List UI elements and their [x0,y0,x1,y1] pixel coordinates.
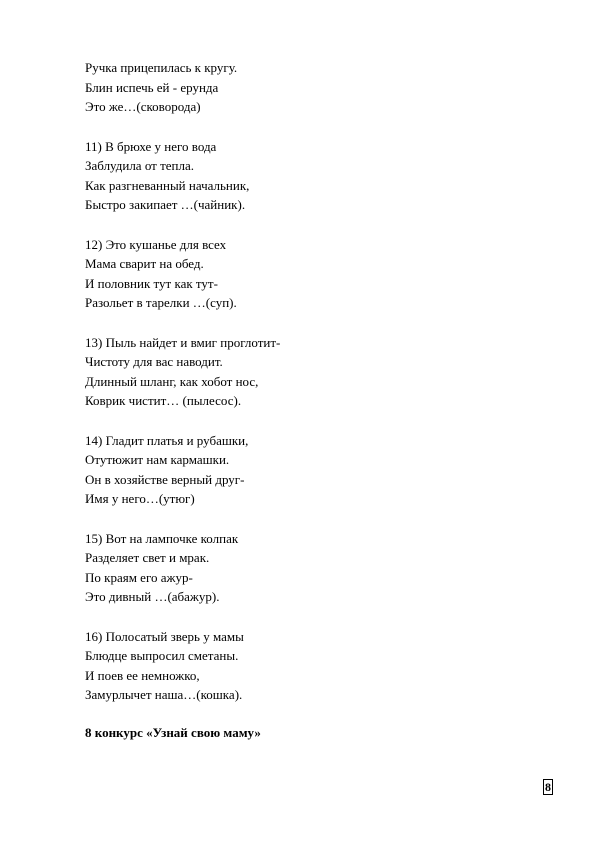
riddle-line: Длинный шланг, как хобот нос, [85,373,259,389]
riddle-stanza [85,137,525,215]
riddle-stanza [85,235,525,313]
riddle-line: 12) Это кушанье для всех [85,236,227,252]
riddle-line: По краям его ажур- [85,569,193,585]
riddle-line: 15) Вот на лампочке колпак [85,530,239,546]
riddle-line: Ручка прицепилась к кругу. [85,60,238,75]
riddle-stanza [85,58,525,117]
section-heading: 8 конкурс «Узнай свою маму» [85,724,261,740]
riddle-stanza [85,529,525,607]
riddle-line: Мама сварит на обед. [85,256,204,271]
riddle-line: 14) Гладит платья и рубашки, [85,432,249,448]
riddle-line: Чистоту для вас наводит. [85,354,223,369]
riddle-line: Как разгневанный начальник, [85,177,250,193]
riddle-line: Это же…(сковорода) [85,99,201,114]
riddle-stanza [85,627,525,705]
riddle-line: Это дивный …(абажур). [85,589,220,604]
riddle-line: И поев ее немножко, [85,667,200,683]
riddle-line: Разольет в тарелки …(суп). [85,295,237,310]
riddle-line: 13) Пыль найдет и вмиг проглотит- [85,334,281,350]
riddle-line: Он в хозяйстве верный друг- [85,471,245,487]
riddle-line: И половник тут как тут- [85,275,218,291]
riddle-line: Блюдце выпросил сметаны. [85,648,239,663]
riddle-line: Коврик чистит… (пылесос). [85,393,242,408]
riddle-line: 11) В брюхе у него вода [85,138,217,154]
document-body [85,58,525,742]
riddle-line: Быстро закипает …(чайник). [85,197,246,212]
riddle-line: 16) Полосатый зверь у мамы [85,628,244,644]
riddle-line: Замурлычет наша…(кошка). [85,687,243,702]
riddle-line: Отутюжит нам кармашки. [85,452,230,467]
riddle-line: Заблудила от тепла. [85,158,194,173]
riddle-line: Блин испечь ей - ерунда [85,79,219,95]
riddle-line: Разделяет свет и мрак. [85,550,210,565]
riddle-line: Имя у него…(утюг) [85,491,195,506]
riddle-stanza [85,333,525,411]
riddle-list [85,58,525,705]
riddle-stanza [85,431,525,509]
page-number: 8 [545,780,551,794]
